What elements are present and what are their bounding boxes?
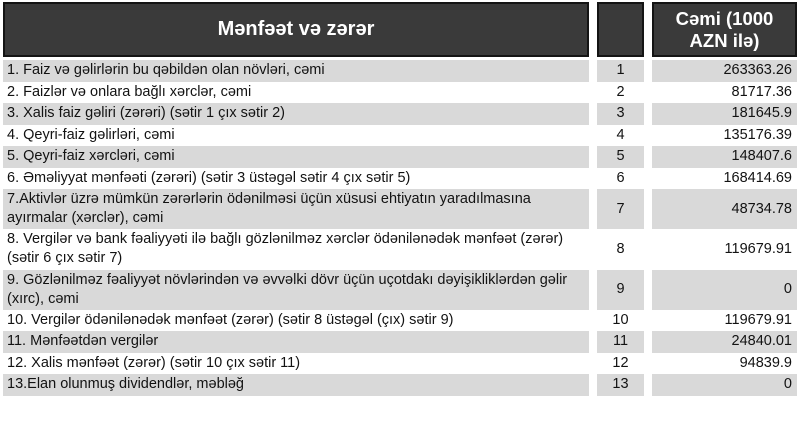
table-body bbox=[3, 60, 797, 396]
row-number: 1 bbox=[597, 60, 644, 82]
table-title: Mənfəət və zərər bbox=[3, 2, 589, 57]
row-value: 119679.91 bbox=[652, 310, 797, 332]
row-label: 13.Elan olunmuş dividendlər, məbləğ bbox=[3, 374, 589, 396]
row-value: 24840.01 bbox=[652, 331, 797, 353]
row-label: 2. Faizlər və onlara bağlı xərclər, cəmi bbox=[3, 82, 589, 104]
table-row bbox=[3, 60, 797, 82]
row-value: 168414.69 bbox=[652, 168, 797, 190]
row-number: 11 bbox=[597, 331, 644, 353]
table-row bbox=[3, 374, 797, 396]
row-label: 9. Gözlənilməz fəaliyyət növlərindən və əvvəlki dövr üçün uçotdakı dəyişikliklərdən gəlir (xırc), cəmi bbox=[3, 270, 589, 310]
row-number: 3 bbox=[597, 103, 644, 125]
row-value: 181645.9 bbox=[652, 103, 797, 125]
row-label: 8. Vergilər və bank fəaliyyəti ilə bağlı gözlənilməz xərclər ödənilənədək mənfəət (zərər) (sətir 6 çıx sətir 7) bbox=[3, 229, 589, 269]
row-label: 5. Qeyri-faiz xərcləri, cəmi bbox=[3, 146, 589, 168]
table-row bbox=[3, 146, 797, 168]
row-number: 13 bbox=[597, 374, 644, 396]
row-label: 4. Qeyri-faiz gəlirləri, cəmi bbox=[3, 125, 589, 147]
row-value: 119679.91 bbox=[652, 229, 797, 269]
row-value: 0 bbox=[652, 374, 797, 396]
table-row bbox=[3, 353, 797, 375]
row-number: 6 bbox=[597, 168, 644, 190]
table-row bbox=[3, 189, 797, 229]
row-label: 6. Əməliyyat mənfəəti (zərəri) (sətir 3 üstəgəl sətir 4 çıx sətir 5) bbox=[3, 168, 589, 190]
row-label: 11. Mənfəətdən vergilər bbox=[3, 331, 589, 353]
row-number: 2 bbox=[597, 82, 644, 104]
table-row bbox=[3, 229, 797, 269]
row-label: 10. Vergilər ödənilənədək mənfəət (zərər) (sətir 8 üstəgəl (çıx) sətir 9) bbox=[3, 310, 589, 332]
row-value: 81717.36 bbox=[652, 82, 797, 104]
row-value: 135176.39 bbox=[652, 125, 797, 147]
row-value: 148407.6 bbox=[652, 146, 797, 168]
row-label: 7.Aktivlər üzrə mümkün zərərlərin ödənilməsi üçün xüsusi ehtiyatın yaradılmasına ayırmalar (xərclər), cəmi bbox=[3, 189, 589, 229]
row-number: 12 bbox=[597, 353, 644, 375]
row-label: 1. Faiz və gəlirlərin bu qəbildən olan növləri, cəmi bbox=[3, 60, 589, 82]
row-value: 0 bbox=[652, 270, 797, 310]
header-value-column-cell: Cəmi (1000 AZN ilə) bbox=[652, 2, 797, 57]
row-label: 3. Xalis faiz gəliri (zərəri) (sətir 1 çıx sətir 2) bbox=[3, 103, 589, 125]
row-label: 12. Xalis mənfəət (zərər) (sətir 10 çıx sətir 11) bbox=[3, 353, 589, 375]
header-number-column-cell bbox=[597, 2, 644, 57]
row-number: 7 bbox=[597, 189, 644, 229]
row-number: 10 bbox=[597, 310, 644, 332]
table-row bbox=[3, 82, 797, 104]
row-value: 94839.9 bbox=[652, 353, 797, 375]
table-row bbox=[3, 103, 797, 125]
row-number: 4 bbox=[597, 125, 644, 147]
row-value: 263363.26 bbox=[652, 60, 797, 82]
row-number: 9 bbox=[597, 270, 644, 310]
table-row bbox=[3, 331, 797, 353]
row-number: 8 bbox=[597, 229, 644, 269]
table-header-row bbox=[3, 2, 797, 57]
table-row bbox=[3, 310, 797, 332]
table-row bbox=[3, 270, 797, 310]
row-value: 48734.78 bbox=[652, 189, 797, 229]
row-number: 5 bbox=[597, 146, 644, 168]
table-row bbox=[3, 125, 797, 147]
table-row bbox=[3, 168, 797, 190]
